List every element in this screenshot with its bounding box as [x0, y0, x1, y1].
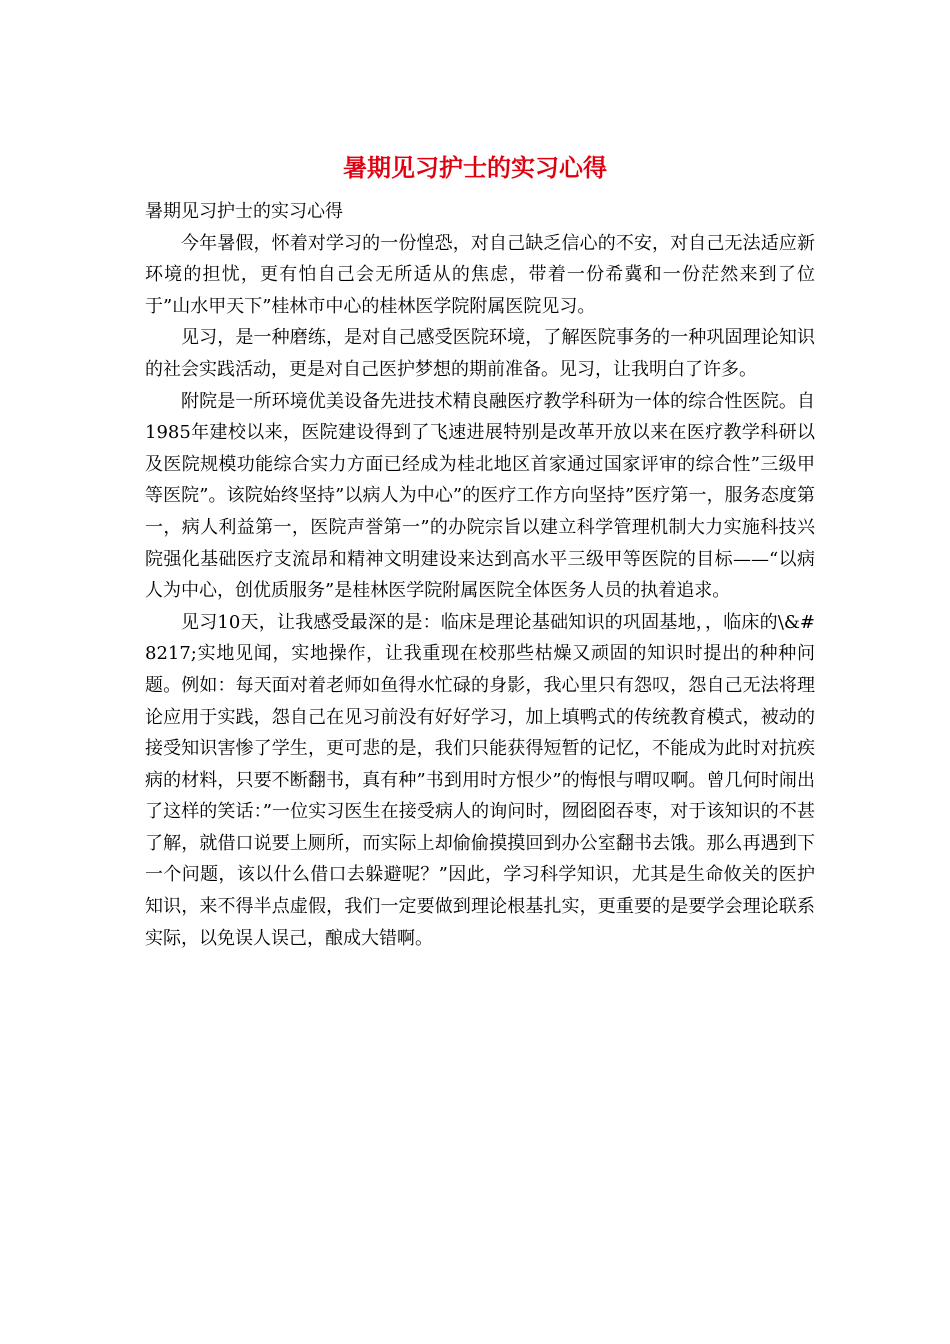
paragraph-3: 附院是一所环境优美设备先进技术精良融医疗教学科研为一体的综合性医院。自1985年建校以来，医院建设得到了飞速进展特别是改革开放以来在医疗教学科研以及医院规模功能综合实力方面已经成为桂北地区首家通过国家评审的综合性”三级甲等医院”。该院始终坚持”以病人为中心”的医疗工作方向坚持”医疗第一，服务态度第一，病人利益第一，医院声誉第一”的办院宗旨以建立科学管理机制大力实施科技兴院强化基础医疗支流昂和精神文明建设来达到高水平三级甲等医院的目标——“以病人为中心，创优质服务”是桂林医学院附属医院全体医务人员的执着追求。	[145, 390, 815, 602]
paragraph-1: 今年暑假，怀着对学习的一份惶恐，对自己缺乏信心的不安，对自己无法适应新环境的担忧，更有怕自己会无所适从的焦虑，带着一份希冀和一份茫然来到了位于”山水甲天下”桂林市中心的桂林医学院附属医院见习。	[145, 232, 815, 317]
document-subtitle: 暑期见习护士的实习心得	[145, 201, 343, 222]
document-body	[145, 196, 815, 954]
paragraph-4: 见习10天，让我感受最深的是：临床是理论基础知识的巩固基地，，临床的\&#8217;实地见闻，实地操作，让我重现在校那些枯燥又顽固的知识时提出的种种问题。例如：每天面对着老师如鱼得水忙碌的身影，我心里只有怨叹，怨自己无法将理论应用于实践，怨自己在见习前没有好好学习，加上填鸭式的传统教育模式，被动的接受知识害惨了学生，更可悲的是，我们只能获得短暂的记忆，不能成为此时对抗疾病的材料，只要不断翻书，真有种”书到用时方恨少”的悔恨与喟叹啊。曾几何时闹出了这样的笑话：”一位实习医生在接受病人的询问时，囫囵囵吞枣，对于该知识的不甚了解，就借口说要上厕所，而实际上却偷偷摸摸回到办公室翻书去饿。那么再遇到下一个问题，该以什么借口去躲避呢？”因此，学习科学知识，尤其是生命攸关的医护知识，来不得半点虚假，我们一定要做到理论根基扎实，更重要的是要学会理论联系实际，以免误人误己，酿成大错啊。	[145, 611, 815, 949]
document-title: 暑期见习护士的实习心得	[343, 153, 607, 182]
paragraph-2: 见习，是一种磨练，是对自己感受医院环境，了解医院事务的一种巩固理论知识的社会实践活动，更是对自己医护梦想的期前准备。见习，让我明白了许多。	[145, 327, 815, 380]
